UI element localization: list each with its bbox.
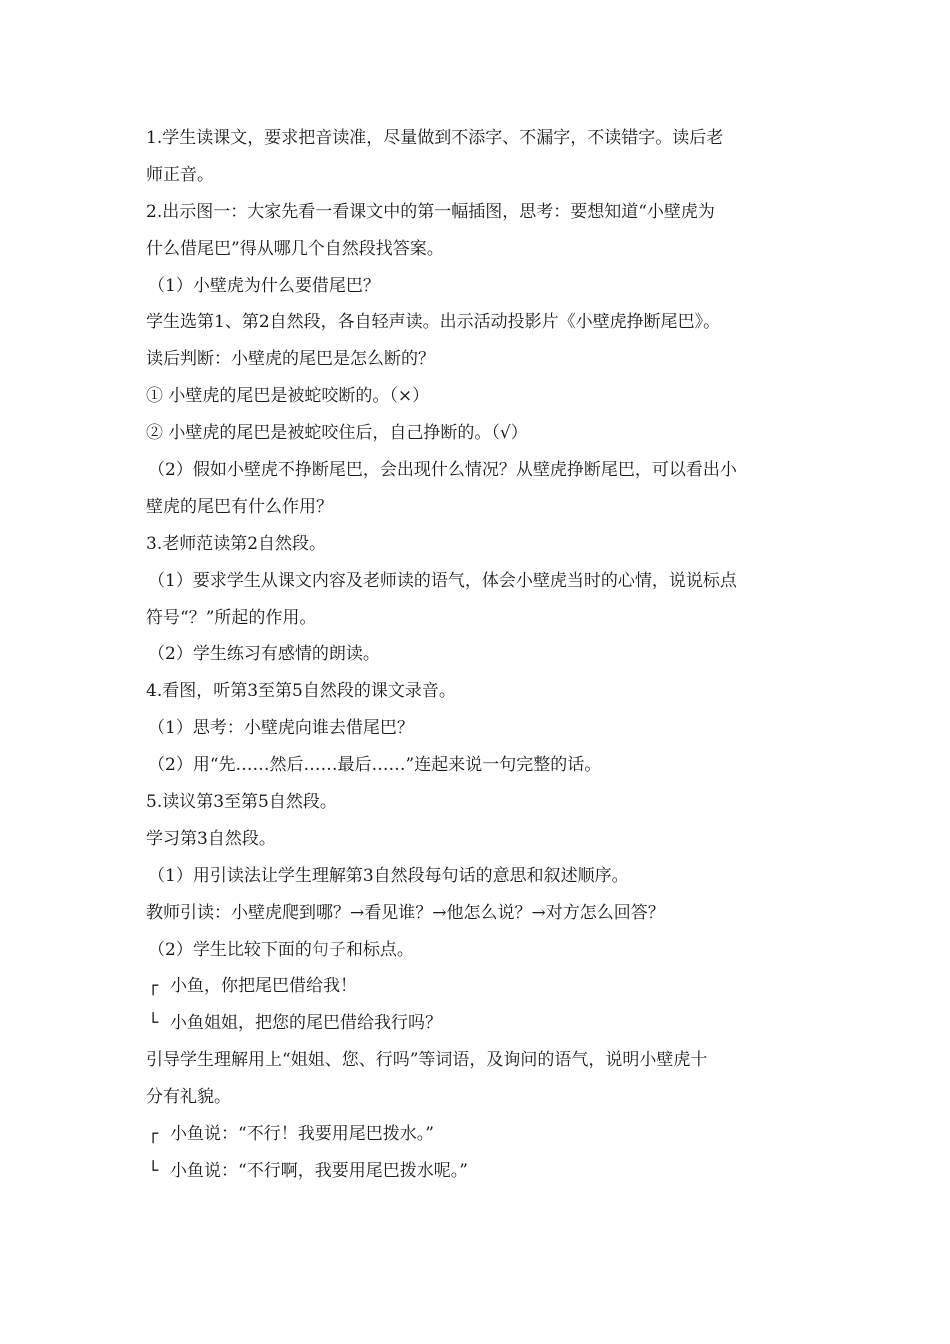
- paragraph-line: ② 小壁虎的尾巴是被蛇咬住后，自己挣断的。（√）: [146, 423, 528, 444]
- paragraph-line: （1）思考：小壁虎向谁去借尾巴？: [148, 718, 414, 739]
- paragraph-line: （2）假如小壁虎不挣断尾巴，会出现什么情况？从壁虎挣断尾巴，可以看出小: [148, 460, 737, 481]
- sentence-pair-top: [146, 1116, 814, 1153]
- bracket-top-glyph: ┌: [148, 1124, 159, 1145]
- sentence-text: 小鱼说：“不行！我要用尾巴拨水。”: [170, 1124, 434, 1145]
- sentence-pair-bottom: [146, 1153, 814, 1190]
- paragraph-line: 教师引读：小壁虎爬到哪？→看见谁？→他怎么说？→对方怎么回答？: [146, 902, 665, 923]
- paragraph-line: （2）用“先……然后……最后……”连起来说一句完整的话。: [148, 755, 602, 776]
- paragraph-line: 符号“？”所起的作用。: [146, 607, 317, 628]
- paragraph-line: 什么借尾巴”得从哪几个自然段找答案。: [146, 238, 444, 259]
- sentence-text: 小鱼姐姐，把您的尾巴借给我行吗？: [170, 1013, 442, 1034]
- paragraph-line: （1）要求学生从课文内容及老师读的语气，体会小壁虎当时的心情，说说标点: [148, 570, 737, 591]
- paragraph-line: （1）小壁虎为什么要借尾巴？: [148, 275, 380, 296]
- paragraph-line: 1.学生读课文，要求把音读准，尽量做到不添字、不漏字，不读错字。读后老: [146, 128, 724, 148]
- document-body: [146, 120, 814, 1190]
- paragraph-line: （2）学生练习有感情的朗读。: [148, 644, 380, 665]
- paragraph-line: ① 小壁虎的尾巴是被蛇咬断的。（×）: [146, 386, 430, 407]
- bracket-bottom-glyph: └: [148, 1160, 159, 1181]
- paragraph-line: 3.老师范读第2自然段。: [146, 533, 327, 554]
- paragraph-line: 读后判断：小壁虎的尾巴是怎么断的？: [146, 349, 435, 370]
- paragraph-line: 壁虎的尾巴有什么作用？: [146, 496, 333, 517]
- paragraph-line: 4.看图，听第3至第5自然段的课文录音。: [146, 681, 456, 702]
- paragraph-line: 学习第3自然段。: [146, 828, 276, 849]
- paragraph-line: （1）用引读法让学生理解第3自然段每句话的意思和叙述顺序。: [148, 865, 629, 886]
- paragraph-line: 5.读议第3至第5自然段。: [146, 792, 337, 813]
- paragraph-line: 2.出示图一：大家先看一看课文中的第一幅插图，思考：要想知道“小壁虎为: [146, 201, 715, 222]
- bracket-bottom-glyph: └: [148, 1013, 159, 1034]
- paragraph-line: 师正音。: [146, 164, 214, 185]
- sentence-text: 小鱼说：“不行啊，我要用尾巴拨水呢。”: [170, 1160, 468, 1181]
- sentence-pair-bottom: [146, 1005, 814, 1042]
- bracket-top-glyph: ┌: [148, 976, 159, 997]
- paragraph-line: 学生选第1、第2自然段，各自轻声读。出示活动投影片《小壁虎挣断尾巴》。: [146, 312, 721, 333]
- compare-suffix: 和标点。: [345, 939, 414, 960]
- sentence-text: 小鱼，你把尾巴借给我！: [170, 976, 357, 997]
- compare-line: [146, 932, 814, 969]
- sentence-pair-top: [146, 968, 814, 1005]
- compare-prefix: （2）学生比较下面的: [148, 939, 312, 960]
- compare-highlight: 句子: [311, 939, 346, 960]
- paragraph-line: 引导学生理解用上“姐姐、您、行吗”等词语，及询问的语气，说明小壁虎十: [146, 1050, 708, 1071]
- paragraph-line: 分有礼貌。: [146, 1087, 231, 1108]
